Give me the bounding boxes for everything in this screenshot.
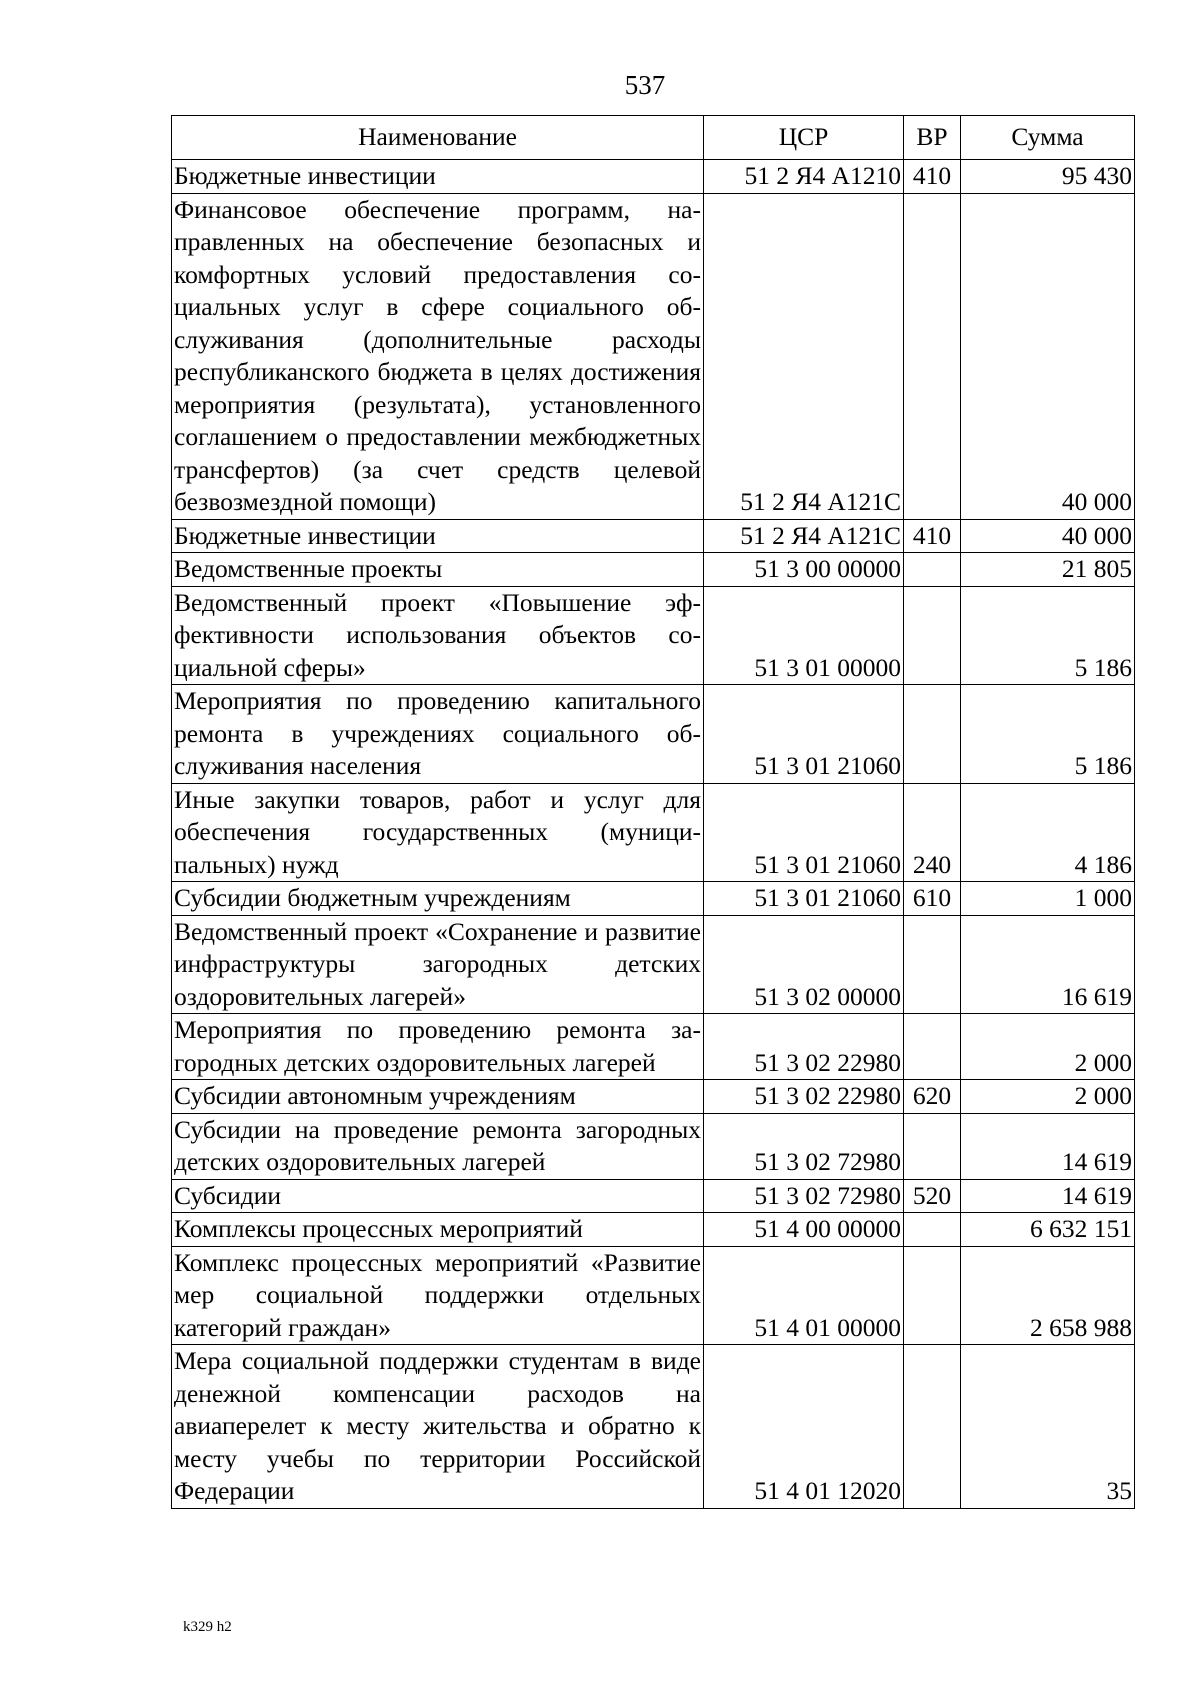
budget-table xyxy=(171,115,1135,1509)
row-csr: 51 3 02 72980 xyxy=(704,1179,904,1213)
row-csr: 51 3 02 22980 xyxy=(704,1080,904,1114)
row-name: Субсидии xyxy=(172,1179,704,1213)
row-csr: 51 3 02 72980 xyxy=(704,1113,904,1179)
row-sum: 2 000 xyxy=(961,1080,1135,1114)
row-vr: 240 xyxy=(904,783,961,882)
row-vr xyxy=(904,1113,961,1179)
table-row xyxy=(172,586,1135,685)
header-name: Наименование xyxy=(172,116,704,160)
row-vr xyxy=(904,1246,961,1345)
table-row xyxy=(172,685,1135,784)
row-name: Бюджетные инвестиции xyxy=(172,519,704,553)
row-vr: 610 xyxy=(904,882,961,916)
row-vr xyxy=(904,685,961,784)
row-csr: 51 2 Я4 А1210 xyxy=(704,160,904,194)
row-sum: 14 619 xyxy=(961,1113,1135,1179)
row-name: Субсидии автономным учреждениям xyxy=(172,1080,704,1114)
row-vr: 410 xyxy=(904,160,961,194)
row-vr: 520 xyxy=(904,1179,961,1213)
table-row xyxy=(172,553,1135,587)
row-csr: 51 4 00 00000 xyxy=(704,1213,904,1247)
table-row xyxy=(172,1014,1135,1080)
table-row xyxy=(172,1113,1135,1179)
row-csr: 51 4 01 12020 xyxy=(704,1345,904,1509)
row-sum: 6 632 151 xyxy=(961,1213,1135,1247)
row-name: Бюджетные инвестиции xyxy=(172,160,704,194)
header-vr: ВР xyxy=(904,116,961,160)
row-vr xyxy=(904,915,961,1014)
footer-code: k329 h2 xyxy=(183,1619,232,1635)
row-vr xyxy=(904,586,961,685)
row-sum: 4 186 xyxy=(961,783,1135,882)
row-sum: 40 000 xyxy=(961,519,1135,553)
row-name: Субсидии бюджетным учреждениям xyxy=(172,882,704,916)
row-name: Ведомственные проекты xyxy=(172,553,704,587)
row-sum: 35 xyxy=(961,1345,1135,1509)
table-row xyxy=(172,193,1135,519)
table-row xyxy=(172,1246,1135,1345)
row-vr xyxy=(904,1014,961,1080)
row-vr xyxy=(904,1345,961,1509)
row-vr xyxy=(904,553,961,587)
row-csr: 51 3 01 21060 xyxy=(704,685,904,784)
table-row xyxy=(172,160,1135,194)
row-name: Финансовое обеспечение программ, направленных на обеспечение безопасных и комфортных условий предоставления социальных услуг в сфере социального обслуживания (дополнительные расходы республиканского бюджета в целях достижения мероприятия (результата), установленного соглашением о предоставлении межбюджетных трансфертов) (за счет средств целевой безвозмездной помощи) xyxy=(172,193,704,519)
row-vr: 620 xyxy=(904,1080,961,1114)
row-sum: 5 186 xyxy=(961,586,1135,685)
row-sum: 16 619 xyxy=(961,915,1135,1014)
table-row xyxy=(172,1345,1135,1509)
row-csr: 51 3 01 21060 xyxy=(704,882,904,916)
row-name: Комплексы процессных мероприятий xyxy=(172,1213,704,1247)
header-csr: ЦСР xyxy=(704,116,904,160)
row-name: Ведомственный проект «Повышение эффективности использования объектов социальной сферы» xyxy=(172,586,704,685)
row-csr: 51 3 01 21060 xyxy=(704,783,904,882)
table-row xyxy=(172,882,1135,916)
row-csr: 51 3 02 00000 xyxy=(704,915,904,1014)
row-name: Мероприятия по проведению ремонта загородных детских оздоровительных лагерей xyxy=(172,1014,704,1080)
row-vr xyxy=(904,1213,961,1247)
row-vr xyxy=(904,193,961,519)
row-csr: 51 3 00 00000 xyxy=(704,553,904,587)
row-name: Ведомственный проект «Сохранение и развитие инфраструктуры загородных детских оздоровительных лагерей» xyxy=(172,915,704,1014)
table-header-row xyxy=(172,116,1135,160)
table-row xyxy=(172,915,1135,1014)
table-row xyxy=(172,783,1135,882)
row-csr: 51 2 Я4 А121С xyxy=(704,193,904,519)
page-number: 537 xyxy=(624,70,666,100)
header-sum: Сумма xyxy=(961,116,1135,160)
table-row xyxy=(172,1213,1135,1247)
row-name: Иные закупки товаров, работ и услуг для обеспечения государственных (муниципальных) нужд xyxy=(172,783,704,882)
row-sum: 5 186 xyxy=(961,685,1135,784)
row-name: Мероприятия по проведению капитального ремонта в учреждениях социального обслуживания населения xyxy=(172,685,704,784)
row-sum: 21 805 xyxy=(961,553,1135,587)
row-sum: 2 000 xyxy=(961,1014,1135,1080)
row-name: Мера социальной поддержки студентам в виде денежной компенсации расходов на авиаперелет к месту жительства и обратно к месту учебы по территории Российской Федерации xyxy=(172,1345,704,1509)
row-name: Комплекс процессных мероприятий «Развитие мер социальной поддержки отдельных категорий граждан» xyxy=(172,1246,704,1345)
table-row xyxy=(172,519,1135,553)
table-row xyxy=(172,1179,1135,1213)
row-sum: 1 000 xyxy=(961,882,1135,916)
row-sum: 14 619 xyxy=(961,1179,1135,1213)
row-sum: 40 000 xyxy=(961,193,1135,519)
table-row xyxy=(172,1080,1135,1114)
row-csr: 51 4 01 00000 xyxy=(704,1246,904,1345)
row-name: Субсидии на проведение ремонта загородных детских оздоровительных лагерей xyxy=(172,1113,704,1179)
row-vr: 410 xyxy=(904,519,961,553)
row-csr: 51 3 01 00000 xyxy=(704,586,904,685)
row-sum: 2 658 988 xyxy=(961,1246,1135,1345)
row-csr: 51 3 02 22980 xyxy=(704,1014,904,1080)
row-sum: 95 430 xyxy=(961,160,1135,194)
row-csr: 51 2 Я4 А121С xyxy=(704,519,904,553)
